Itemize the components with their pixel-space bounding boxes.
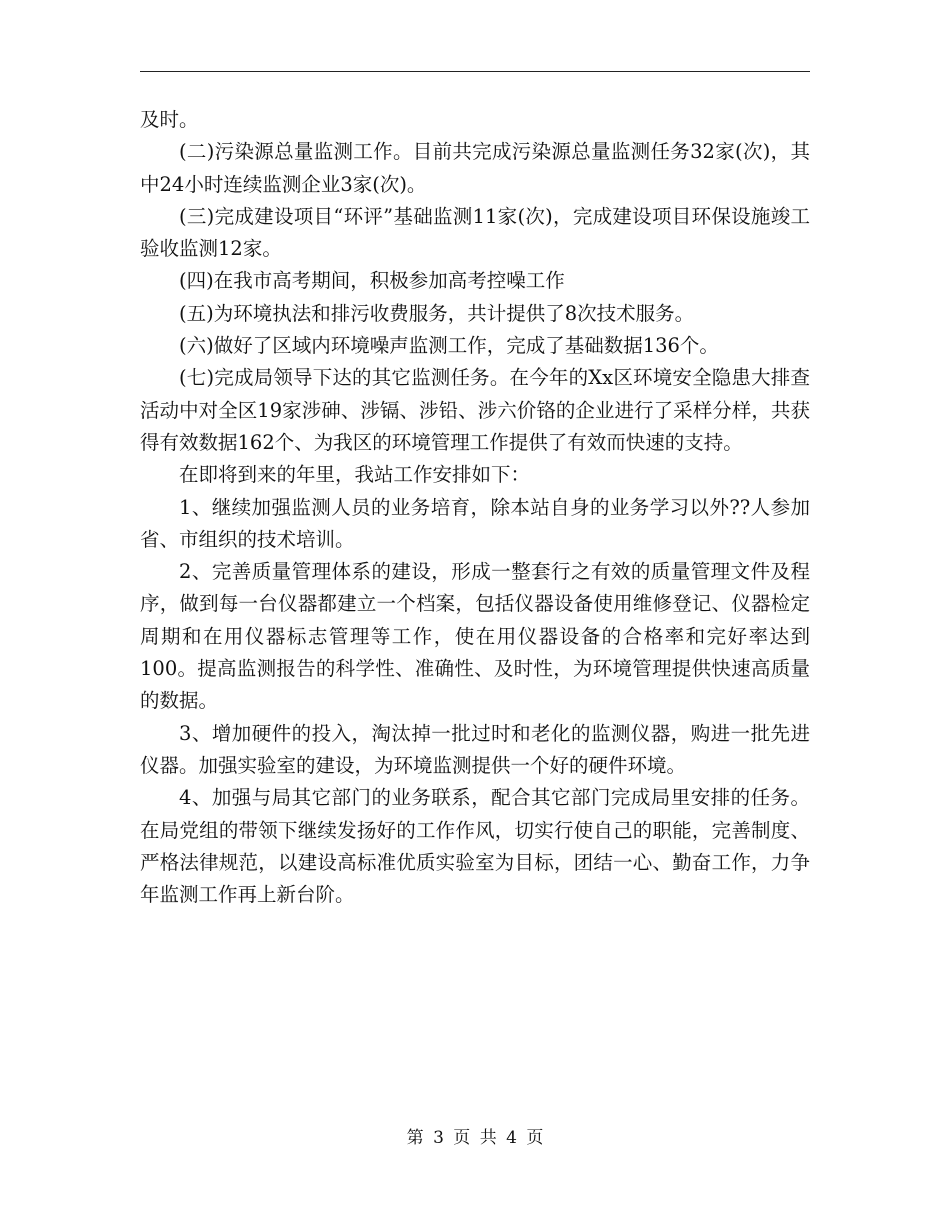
paragraph: (五)为环境执法和排污收费服务，共计提供了8次技术服务。 bbox=[179, 301, 695, 325]
page-number-footer: 第 3 页 共 4 页 bbox=[406, 1128, 544, 1148]
paragraph: (二)污染源总量监测工作。目前共完成污染源总量监测任务32家(次)，其中24小时连续监测企业3家(次)。 bbox=[140, 140, 810, 196]
paragraph: (七)完成局领导下达的其它监测任务。在今年的Xx区环境安全隐患大排查活动中对全区19家涉砷、涉镉、涉铅、涉六价铬的企业进行了采样分样，共获得有效数据162个、为我区的环境管理工作提供了有效而快速的支持。 bbox=[140, 366, 810, 454]
paragraph: 4、加强与局其它部门的业务联系，配合其它部门完成局里安排的任务。在局党组的带领下继续发扬好的工作作风，切实行使自己的职能，完善制度、严格法律规范，以建设高标准优质实验室为目标，团结一心、勤奋工作，力争年监测工作再上新台阶。 bbox=[140, 786, 810, 907]
paragraph: 2、完善质量管理体系的建设，形成一整套行之有效的质量管理文件及程序，做到每一台仪器都建立一个档案，包括仪器设备使用维修登记、仪器检定周期和在用仪器标志管理等工作，使在用仪器设备的合格率和完好率达到100。提高监测报告的科学性、准确性、及时性，为环境管理提供快速高质量的数据。 bbox=[140, 560, 810, 713]
paragraph: (六)做好了区域内环境噪声监测工作，完成了基础数据136个。 bbox=[179, 334, 719, 358]
paragraph: 及时。 bbox=[140, 108, 199, 131]
paragraph: 1、继续加强监测人员的业务培育，除本站自身的业务学习以外??人参加省、市组织的技术培训。 bbox=[140, 495, 810, 551]
document-body bbox=[140, 104, 810, 911]
paragraph: 3、增加硬件的投入，淘汰掉一批过时和老化的监测仪器，购进一批先进仪器。加强实验室的建设，为环境监测提供一个好的硬件环境。 bbox=[140, 721, 810, 777]
header-rule bbox=[140, 71, 810, 72]
paragraph: (三)完成建设项目“环评”基础监测11家(次)，完成建设项目环保设施竣工验收监测12家。 bbox=[140, 204, 810, 261]
paragraph: 在即将到来的年里，我站工作安排如下： bbox=[179, 463, 531, 487]
paragraph: (四)在我市高考期间，积极参加高考控噪工作 bbox=[179, 269, 565, 293]
